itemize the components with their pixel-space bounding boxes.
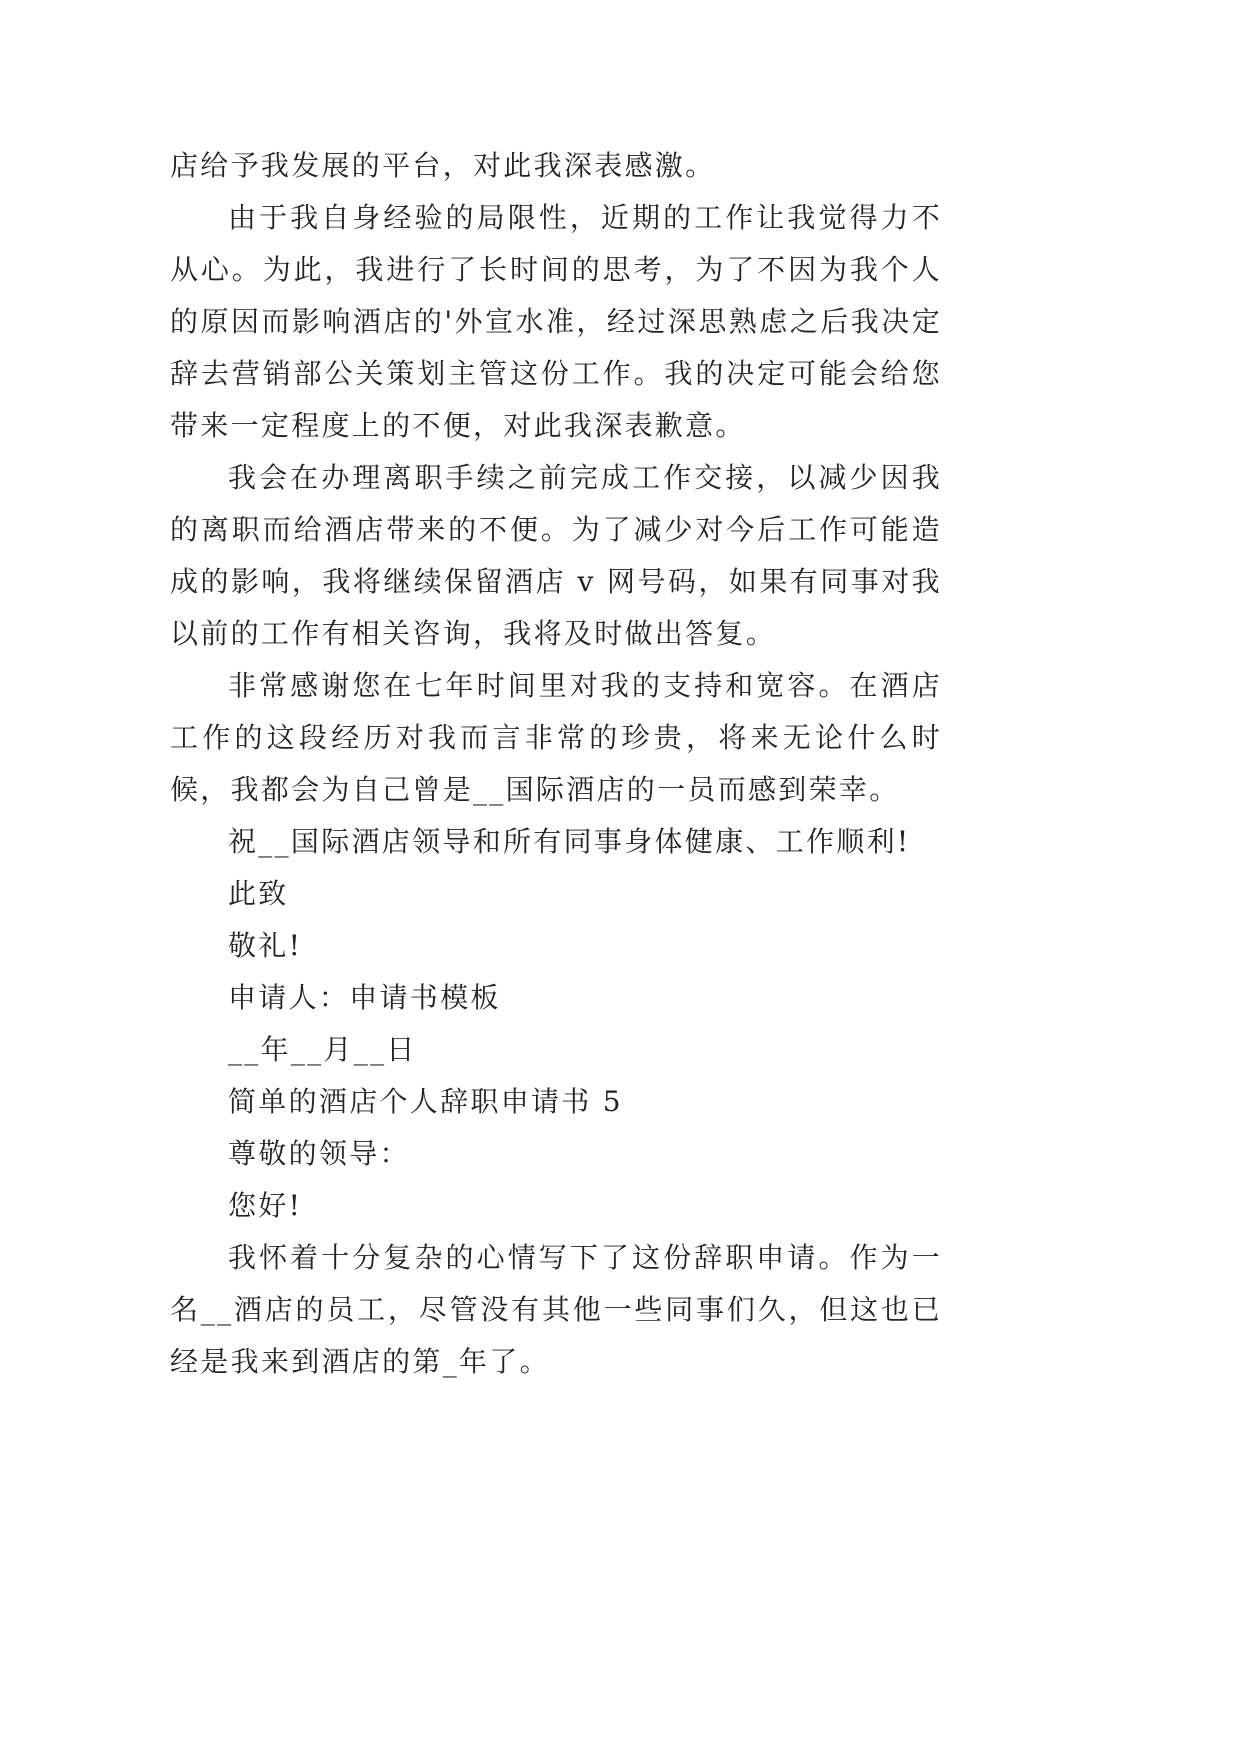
paragraph-opening: 我怀着十分复杂的心情写下了这份辞职申请。作为一名__酒店的员工，尽管没有其他一些同事们久，但这也已经是我来到酒店的第_年了。 xyxy=(170,1241,942,1378)
closing-salutation: 此致 xyxy=(228,877,289,910)
closing-regards: 敬礼! xyxy=(228,929,303,962)
paragraph-reason: 由于我自身经验的局限性，近期的工作让我觉得力不从心。为此，我进行了长时间的思考，为了不因为我个人的原因而影响酒店的'外宣水准，经过深思熟虑之后我决定辞去营销部公关策划主管这份工作。我的决定可能会给您带来一定程度上的不便，对此我深表歉意。 xyxy=(170,201,942,442)
paragraph-continuation: 店给予我发展的平台，对此我深表感激。 xyxy=(170,149,716,182)
paragraph-handover: 我会在办理离职手续之前完成工作交接，以减少因我的离职而给酒店带来的不便。为了减少对今后工作可能造成的影响，我将继续保留酒店 v 网号码，如果有同事对我以前的工作有相关咨询，我将及时做出答复。 xyxy=(170,461,942,650)
paragraph-thanks: 非常感谢您在七年时间里对我的支持和宽容。在酒店工作的这段经历对我而言非常的珍贵，将来无论什么时候，我都会为自己曾是__国际酒店的一员而感到荣幸。 xyxy=(170,669,942,806)
greeting-hello: 您好! xyxy=(228,1189,303,1222)
wishes-line: 祝__国际酒店领导和所有同事身体健康、工作顺利! xyxy=(228,825,911,858)
date-line: __年__月__日 xyxy=(228,1033,417,1066)
greeting-addressee: 尊敬的领导： xyxy=(228,1137,410,1170)
applicant-signature: 申请人：申请书模板 xyxy=(228,981,501,1014)
section-heading: 简单的酒店个人辞职申请书 5 xyxy=(228,1085,623,1118)
letter-body xyxy=(170,140,942,1388)
